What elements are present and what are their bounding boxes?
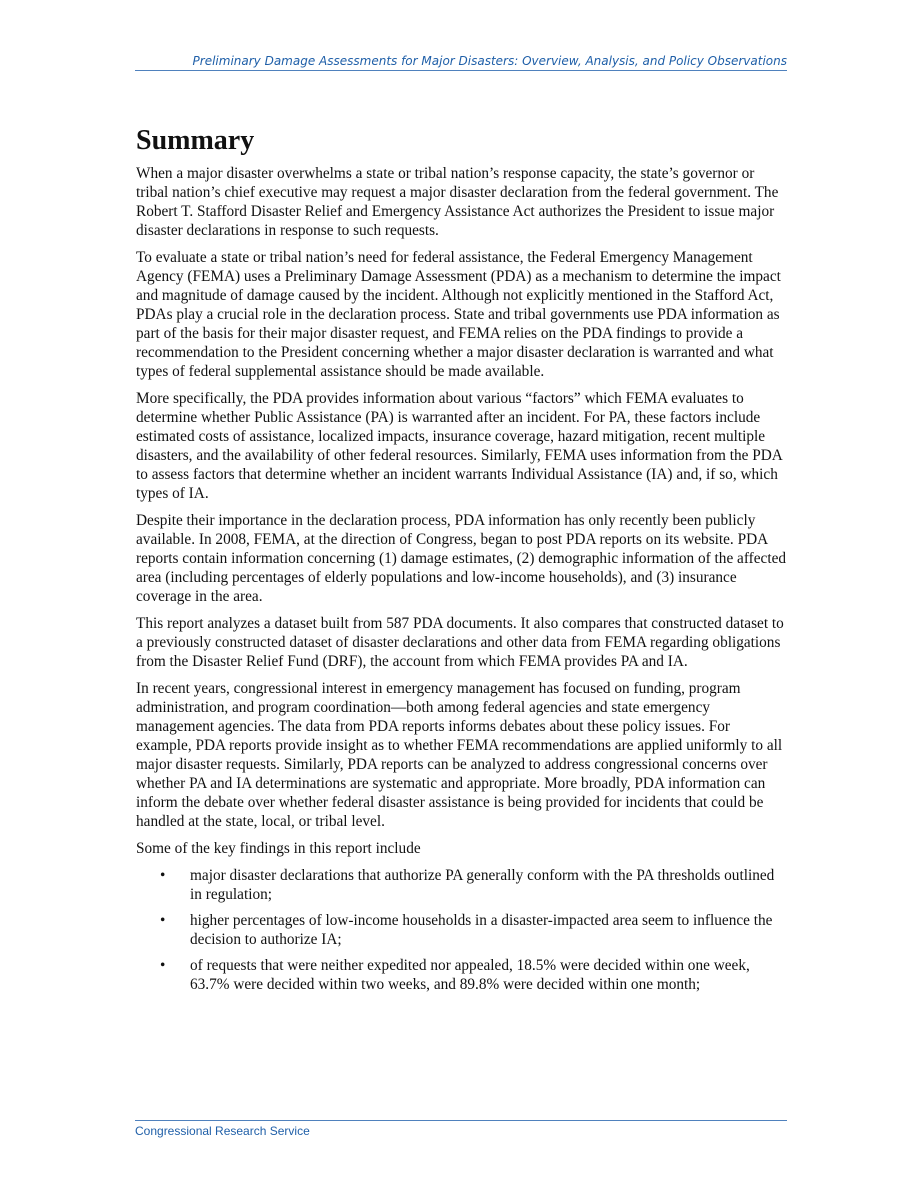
list-item-text: major disaster declarations that authorize PA generally conform with the PA thresholds outlined in regulation;	[190, 867, 775, 903]
paragraph: Despite their importance in the declaration process, PDA information has only recently been publicly available. In 2008, FEMA, at the direction of Congress, began to post PDA reports on its website. PDA reports contain information concerning (1) damage estimates, (2) demographic information of the affected area (including percentages of elderly populations and low-income households), and (3) insurance coverage in the area.	[136, 512, 787, 605]
list-item-text: of requests that were neither expedited nor appealed, 18.5% were decided within one week, 63.7% were decided within two weeks, and 89.8% were decided within one month;	[190, 957, 750, 993]
footer-organization: Congressional Research Service	[135, 1124, 310, 1138]
paragraph: In recent years, congressional interest in emergency management has focused on funding, program administration, and program coordination—both among federal agencies and state emergency management agencies. The data from PDA reports informs debates about these policy issues. For example, PDA reports provide insight as to whether FEMA recommendations are applied uniformly to all major disaster requests. Similarly, PDA reports can be analyzed to address congressional concerns over whether PA and IA determinations are systematic and appropriate. More broadly, PDA information can inform the debate over whether federal disaster assistance is being provided for incidents that could be handled at the state, local, or tribal level.	[136, 680, 783, 830]
bullet-icon: •	[160, 912, 166, 929]
running-header	[135, 54, 787, 71]
paragraph: Some of the key findings in this report include	[136, 840, 421, 857]
section-heading: Summary	[136, 125, 255, 156]
list-item	[136, 911, 788, 949]
bullet-icon: •	[160, 957, 166, 974]
bullet-icon: •	[160, 867, 166, 884]
paragraph: When a major disaster overwhelms a state or tribal nation’s response capacity, the state’s governor or tribal nation’s chief executive may request a major disaster declaration from the federal government. The Robert T. Stafford Disaster Relief and Emergency Assistance Act authorizes the President to issue major disaster declarations in response to such requests.	[136, 165, 779, 239]
page-body	[136, 124, 788, 1001]
paragraph: More specifically, the PDA provides information about various “factors” which FEMA evaluates to determine whether Public Assistance (PA) is warranted after an incident. For PA, these factors include estimated costs of assistance, localized impacts, insurance coverage, hazard mitigation, recent multiple disasters, and the availability of other federal resources. Similarly, FEMA uses information from the PDA to assess factors that determine whether an incident warrants Individual Assistance (IA) and, if so, which types of IA.	[136, 390, 783, 502]
paragraph: This report analyzes a dataset built from 587 PDA documents. It also compares that constructed dataset to a previously constructed dataset of disaster declarations and other data from FEMA regarding obligations from the Disaster Relief Fund (DRF), the account from which FEMA provides PA and IA.	[136, 615, 784, 670]
list-item	[136, 956, 788, 994]
page-footer	[135, 1120, 787, 1138]
key-findings-list	[136, 866, 788, 994]
list-item	[136, 866, 788, 904]
list-item-text: higher percentages of low-income households in a disaster-impacted area seem to influence the decision to authorize IA;	[190, 912, 773, 948]
running-title: Preliminary Damage Assessments for Major Disasters: Overview, Analysis, and Policy Observations	[192, 54, 787, 68]
paragraph: To evaluate a state or tribal nation’s need for federal assistance, the Federal Emergency Management Agency (FEMA) uses a Preliminary Damage Assessment (PDA) as a mechanism to determine the impact and magnitude of damage caused by the incident. Although not explicitly mentioned in the Stafford Act, PDAs play a crucial role in the declaration process. State and tribal governments use PDA information as part of the basis for their major disaster request, and FEMA relies on the PDA findings to provide a recommendation to the President concerning whether a major disaster declaration is warranted and what types of federal supplemental assistance should be made available.	[136, 249, 781, 380]
